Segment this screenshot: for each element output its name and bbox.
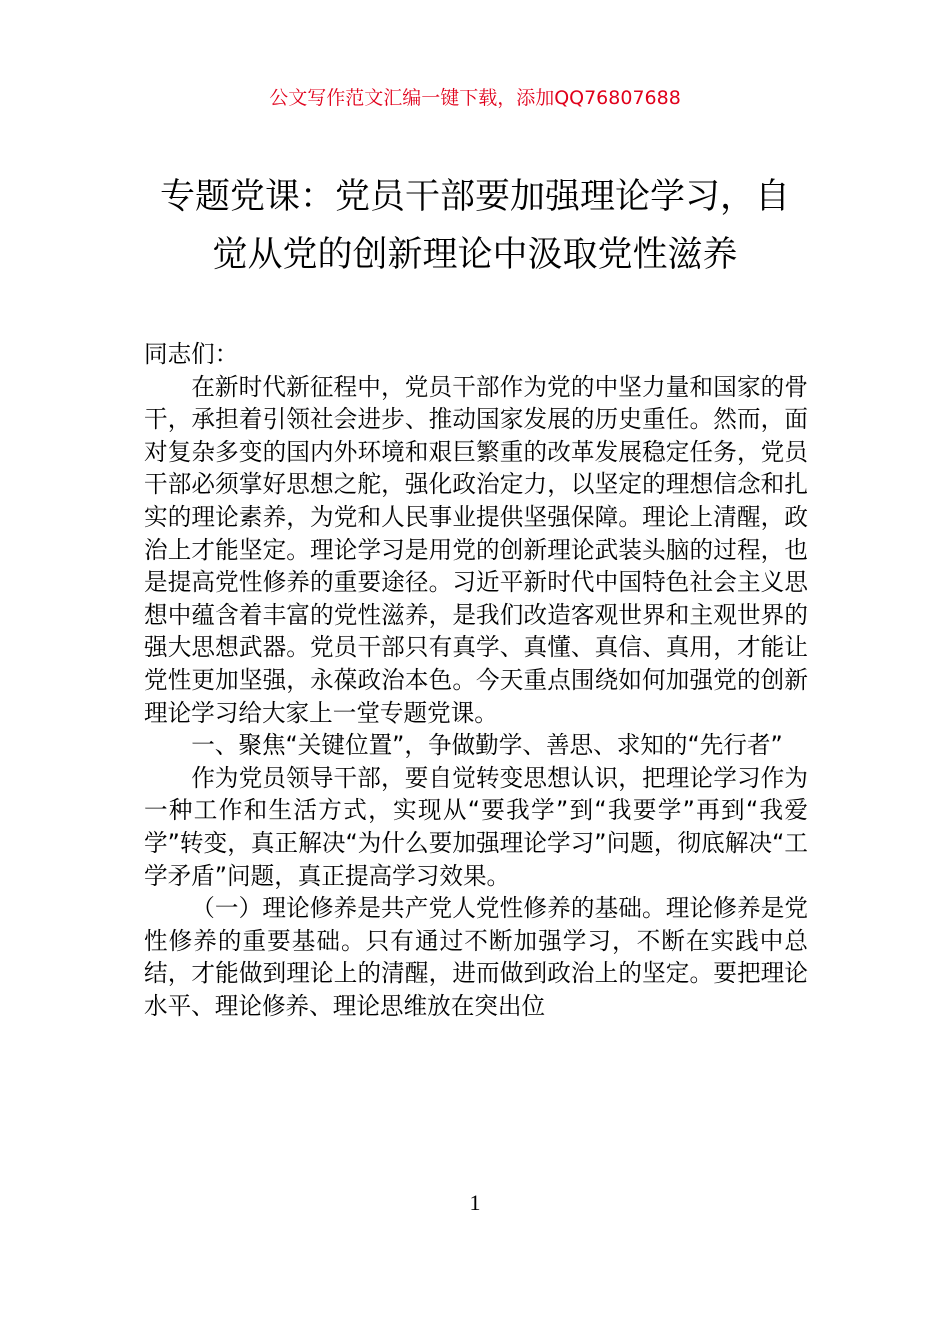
section-heading-1: 一、聚焦“关键位置”，争做勤学、善思、求知的“先行者” [191, 731, 783, 760]
document-body [144, 338, 808, 1022]
page-number: 1 [469, 1190, 481, 1215]
document-title [140, 168, 810, 284]
salutation: 同志们： [144, 340, 239, 368]
title-line-2: 觉从党的创新理论中汲取党性滋养 [212, 235, 738, 275]
paragraph-subsection-1: （一）理论修养是共产党人党性修养的基础。理论修养是党性修养的重要基础。只有通过不断加强学习，不断在实践中总结，才能做到理论上的清醒，进而做到政治上的坚定。要把理论水平、理论修养、理论思维放在突出位 [144, 894, 808, 1020]
paragraph-intro: 在新时代新征程中，党员干部作为党的中坚力量和国家的骨干，承担着引领社会进步、推动国家发展的历史重任。然而，面对复杂多变的国内外环境和艰巨繁重的改革发展稳定任务，党员干部必须掌好思想之舵，强化政治定力，以坚定的理想信念和扎实的理论素养，为党和人民事业提供坚强保障。理论上清醒，政治上才能坚定。理论学习是用党的创新理论武装头脑的过程，也是提高党性修养的重要途径。习近平新时代中国特色社会主义思想中蕴含着丰富的党性滋养，是我们改造客观世界和主观世界的强大思想武器。党员干部只有真学、真懂、真信、真用，才能让党性更加坚强，永葆政治本色。今天重点围绕如何加强党的创新理论学习给大家上一堂专题党课。 [144, 372, 808, 727]
paragraph-section-1: 作为党员领导干部，要自觉转变思想认识，把理论学习作为一种工作和生活方式，实现从“要我学”到“我要学”再到“我爱学”转变，真正解决“为什么要加强理论学习”问题，彻底解决“工学矛盾”问题，真正提高学习效果。 [144, 763, 808, 890]
title-line-1: 专题党课：党员干部要加强理论学习，自 [159, 177, 790, 217]
download-banner: 公文写作范文汇编一键下载，添加QQ76807688 [269, 87, 681, 109]
